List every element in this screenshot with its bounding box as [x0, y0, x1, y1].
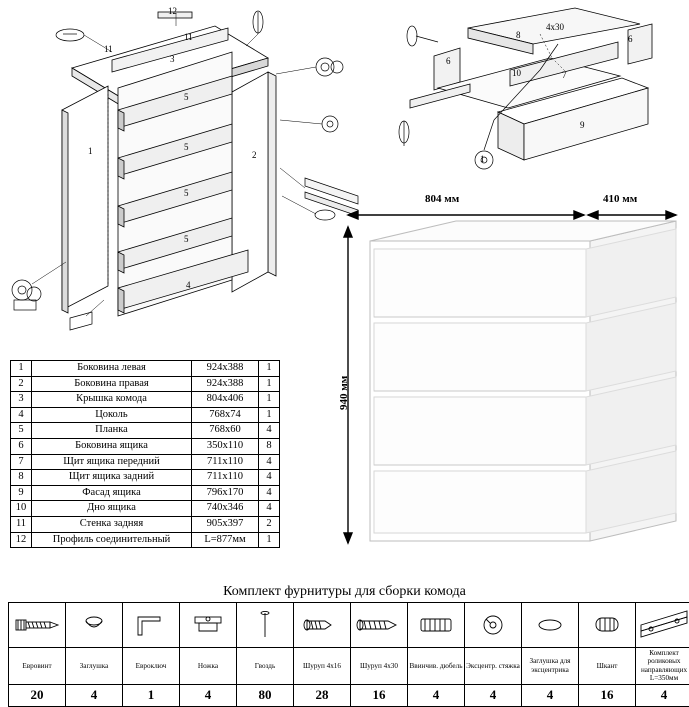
part-dim-cell: 768x74 [192, 407, 259, 423]
screw-4x30-icon [351, 603, 408, 648]
drawer-exploded-diagram [390, 0, 689, 180]
callout-7: 7 [562, 70, 567, 80]
part-qty-cell: 4 [259, 454, 280, 470]
hardware-name-cell: Ножка [180, 648, 237, 685]
hardware-name-cell: Шуруп 4х16 [294, 648, 351, 685]
part-num-cell: 8 [11, 470, 32, 486]
part-name-cell: Щит ящика задний [32, 470, 192, 486]
callout-5-c: 5 [184, 188, 189, 198]
part-name-cell: Боковина правая [32, 376, 192, 392]
width-dimension-label: 804 мм [425, 193, 459, 205]
hardware-name-cell: Заглушка для эксцентрика [522, 648, 579, 685]
callout-11-left: 11 [104, 44, 113, 54]
dowel-icon [579, 603, 636, 648]
hardware-quantity-cell: 20 [9, 684, 66, 706]
callout-8: 8 [516, 30, 521, 40]
euro-screw-icon [9, 603, 66, 648]
part-num-cell: 9 [11, 485, 32, 501]
callout-6-right: 6 [628, 34, 633, 44]
hardware-quantity-cell: 4 [636, 684, 689, 706]
hardware-name-cell: Комплект роликовых направляющих L=350мм [636, 648, 689, 685]
callout-2: 2 [252, 150, 257, 160]
hardware-name-cell: Заглушка [66, 648, 123, 685]
part-name-cell: Щит ящика передний [32, 454, 192, 470]
screw-4x16-icon [294, 603, 351, 648]
depth-dimension-label: 410 мм [603, 193, 637, 205]
hardware-quantity-cell: 16 [351, 684, 408, 706]
part-name-cell: Стенка задняя [32, 516, 192, 532]
part-num-cell: 1 [11, 361, 32, 377]
part-qty-cell: 1 [259, 532, 280, 548]
table-row [11, 501, 280, 517]
callout-1: 1 [88, 146, 93, 156]
hardware-quantity-cell: 16 [579, 684, 636, 706]
hardware-quantity-cell: 4 [522, 684, 579, 706]
eccentric-tie-icon [465, 603, 522, 648]
part-dim-cell: 711x110 [192, 470, 259, 486]
leg-icon [180, 603, 237, 648]
part-name-cell: Фасад ящика [32, 485, 192, 501]
part-num-cell: 7 [11, 454, 32, 470]
part-name-cell: Боковина левая [32, 361, 192, 377]
part-qty-cell: 1 [259, 376, 280, 392]
part-qty-cell: 1 [259, 361, 280, 377]
roller-slides-icon [636, 603, 689, 648]
part-num-cell: 3 [11, 392, 32, 408]
hardware-name-cell: Шуруп 4х30 [351, 648, 408, 685]
hardware-table [8, 602, 689, 707]
hardware-quantity-row [9, 684, 689, 706]
callout-5-d: 5 [184, 234, 189, 244]
part-num-cell: 5 [11, 423, 32, 439]
callout-12: 12 [168, 6, 177, 16]
table-row [11, 392, 280, 408]
hardware-name-row [9, 648, 689, 685]
part-dim-cell: 768x60 [192, 423, 259, 439]
part-dim-cell: 924x388 [192, 376, 259, 392]
hardware-quantity-cell: 4 [180, 684, 237, 706]
callout-3: 3 [170, 54, 175, 64]
part-dim-cell: 740x346 [192, 501, 259, 517]
hardware-quantity-cell: 4 [465, 684, 522, 706]
part-dim-cell: 924x388 [192, 361, 259, 377]
table-row [11, 423, 280, 439]
hardware-quantity-cell: 28 [294, 684, 351, 706]
part-dim-cell: 350x110 [192, 438, 259, 454]
hardware-name-cell: Эксцентр. стяжка [465, 648, 522, 685]
part-num-cell: 12 [11, 532, 32, 548]
part-num-cell: 10 [11, 501, 32, 517]
part-name-cell: Боковина ящика [32, 438, 192, 454]
callout-10: 10 [512, 68, 521, 78]
product-dimension-view [320, 185, 689, 570]
callout-5-a: 5 [184, 92, 189, 102]
part-dim-cell: 796x170 [192, 485, 259, 501]
part-num-cell: 6 [11, 438, 32, 454]
screw-in-dowel-icon [408, 603, 465, 648]
hardware-quantity-cell: 4 [408, 684, 465, 706]
hardware-kit-title: Комплект фурнитуры для сборки комода [0, 584, 689, 600]
part-name-cell: Профиль соединительный [32, 532, 192, 548]
part-name-cell: Крышка комода [32, 392, 192, 408]
part-dim-cell: 905x397 [192, 516, 259, 532]
table-row [11, 407, 280, 423]
hardware-quantity-cell: 4 [66, 684, 123, 706]
cabinet-exploded-diagram [0, 0, 370, 350]
part-qty-cell: 4 [259, 470, 280, 486]
cap-icon [66, 603, 123, 648]
height-dimension-label: 940 мм [338, 376, 350, 410]
part-name-cell: Цоколь [32, 407, 192, 423]
callout-1-drawer: 1 [480, 154, 485, 164]
table-row [11, 361, 280, 377]
nail-icon [237, 603, 294, 648]
hardware-quantity-cell: 80 [237, 684, 294, 706]
part-dim-cell: 804x406 [192, 392, 259, 408]
part-dim-cell: 711x110 [192, 454, 259, 470]
hardware-name-cell: Гвоздь [237, 648, 294, 685]
callout-6-left: 6 [446, 56, 451, 66]
parts-table [10, 360, 280, 548]
hardware-quantity-cell: 1 [123, 684, 180, 706]
hardware-name-cell: Шкант [579, 648, 636, 685]
part-qty-cell: 1 [259, 392, 280, 408]
part-qty-cell: 4 [259, 501, 280, 517]
part-num-cell: 4 [11, 407, 32, 423]
part-name-cell: Планка [32, 423, 192, 439]
hardware-name-cell: Евроключ [123, 648, 180, 685]
table-row [11, 376, 280, 392]
part-num-cell: 2 [11, 376, 32, 392]
callout-4: 4 [186, 280, 191, 290]
part-name-cell: Дно ящика [32, 501, 192, 517]
part-qty-cell: 2 [259, 516, 280, 532]
hardware-icon-row [9, 603, 689, 648]
hardware-name-cell: Евровинт [9, 648, 66, 685]
part-qty-cell: 4 [259, 485, 280, 501]
part-qty-cell: 4 [259, 423, 280, 439]
part-dim-cell: L=877мм [192, 532, 259, 548]
table-row [11, 454, 280, 470]
callout-9: 9 [580, 120, 585, 130]
callout-4x30: 4х30 [546, 22, 564, 32]
table-row [11, 516, 280, 532]
hardware-name-cell: Ввинчив. дюбель [408, 648, 465, 685]
table-row [11, 438, 280, 454]
part-qty-cell: 1 [259, 407, 280, 423]
part-qty-cell: 8 [259, 438, 280, 454]
callout-5-b: 5 [184, 142, 189, 152]
table-row [11, 485, 280, 501]
callout-11-right: 11 [184, 32, 193, 42]
table-row [11, 470, 280, 486]
eccentric-cap-icon [522, 603, 579, 648]
table-row [11, 532, 280, 548]
euro-key-icon [123, 603, 180, 648]
part-num-cell: 11 [11, 516, 32, 532]
